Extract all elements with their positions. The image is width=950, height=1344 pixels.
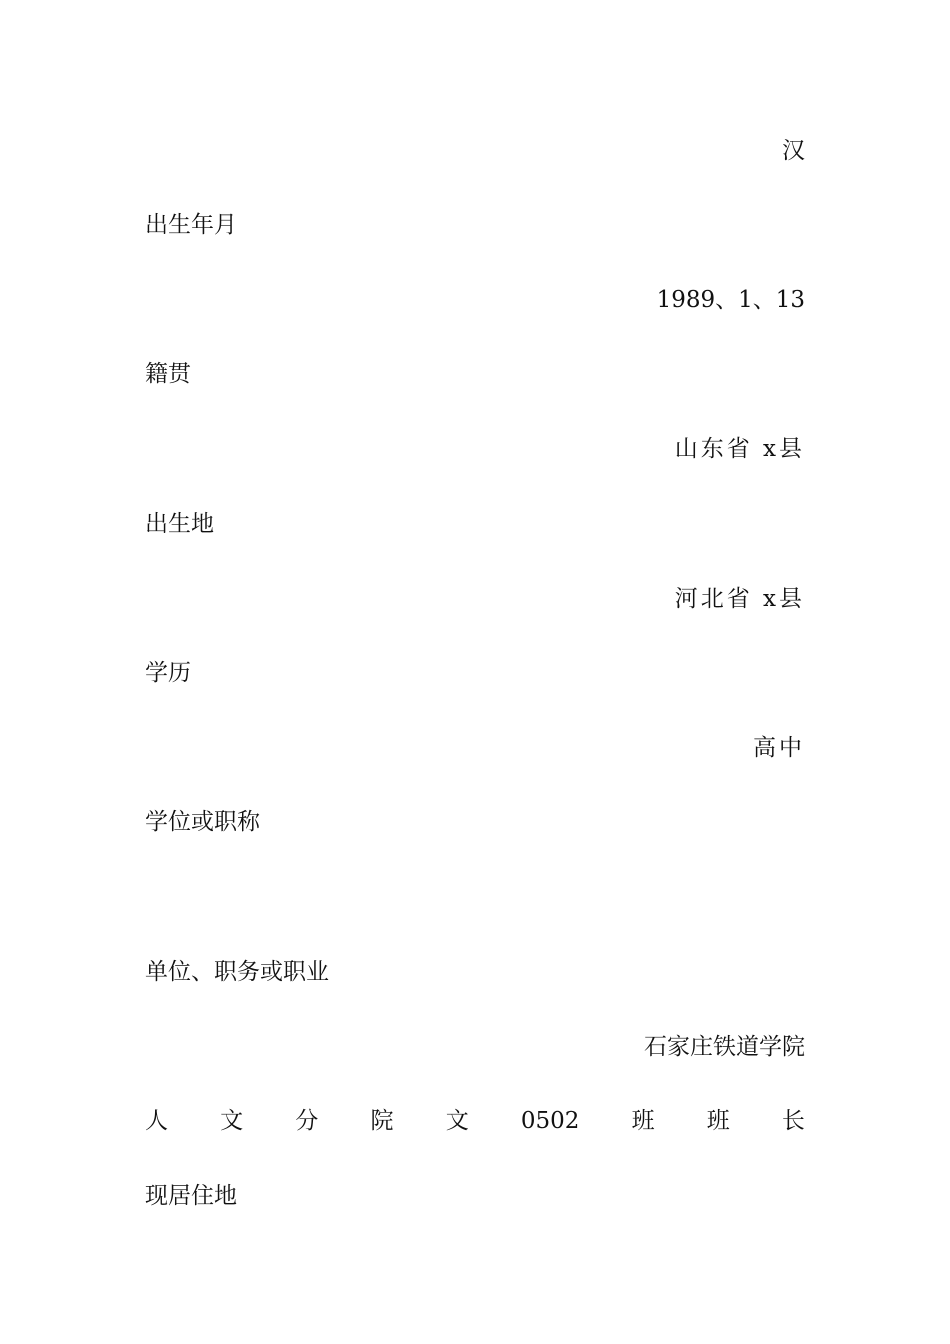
birth-date-value: 1989、1、13 bbox=[656, 287, 805, 313]
native-place-label: 籍贯 bbox=[145, 361, 191, 387]
employer-word: 长 bbox=[781, 1108, 805, 1134]
degree-title-label: 学位或职称 bbox=[145, 809, 260, 835]
native-place-value: 山东省 x县 bbox=[674, 436, 805, 462]
employer-word: 班 bbox=[706, 1108, 730, 1134]
employer-word: 文 bbox=[220, 1108, 244, 1134]
employer-value-line2 bbox=[145, 1105, 805, 1137]
employer-word: 人 bbox=[145, 1108, 168, 1134]
employer-word: 文 bbox=[445, 1108, 469, 1134]
birthplace-label: 出生地 bbox=[145, 511, 214, 537]
education-label: 学历 bbox=[145, 660, 191, 686]
employer-word: 班 bbox=[631, 1108, 655, 1134]
residence-label: 现居住地 bbox=[145, 1183, 237, 1209]
education-value: 高中 bbox=[753, 735, 805, 761]
employer-label: 单位、职务或职业 bbox=[145, 959, 329, 985]
birthplace-value: 河北省 x县 bbox=[674, 586, 805, 612]
ethnicity-value: 汉 bbox=[782, 138, 805, 164]
employer-value-line1: 石家庄铁道学院 bbox=[644, 1034, 805, 1060]
employer-word: 分 bbox=[295, 1108, 319, 1134]
birth-date-label: 出生年月 bbox=[145, 212, 237, 238]
employer-word: 院 bbox=[370, 1108, 394, 1134]
employer-word: 0502 bbox=[520, 1108, 580, 1134]
